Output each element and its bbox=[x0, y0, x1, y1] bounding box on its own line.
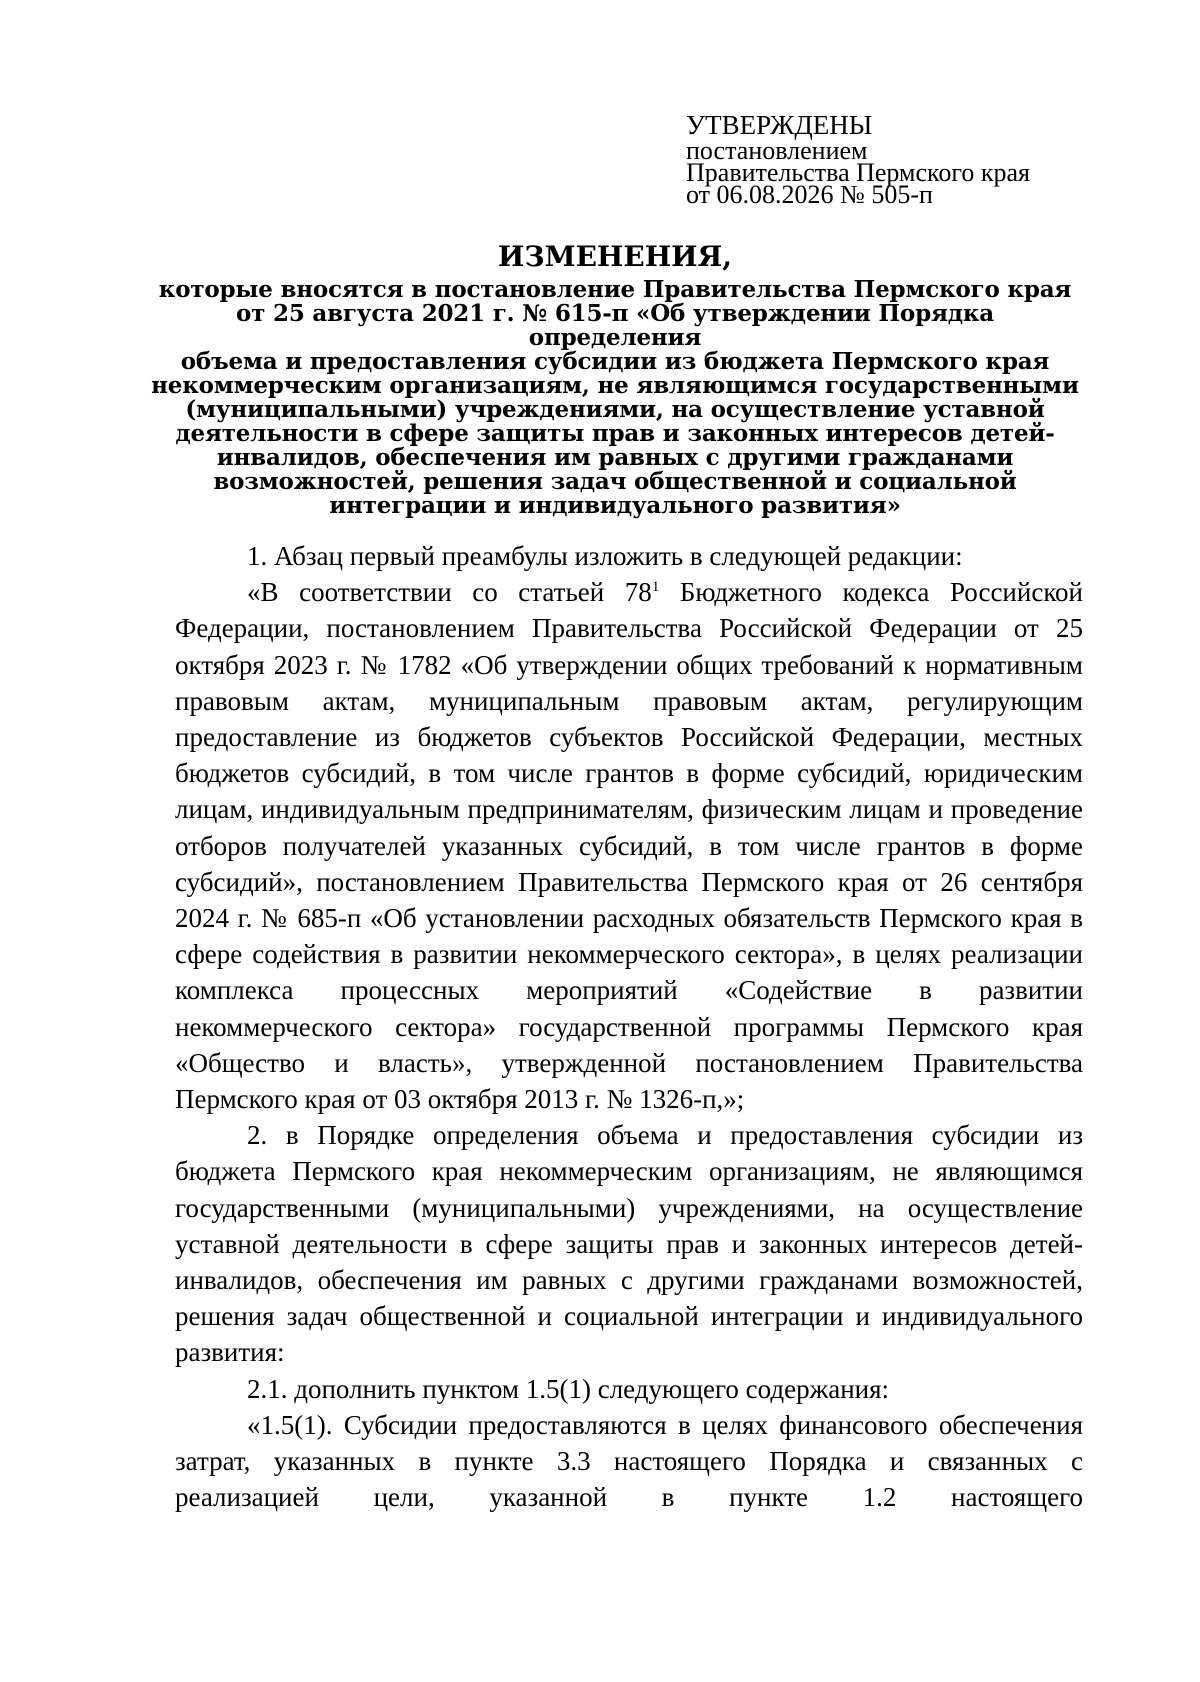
paragraph-4: 2.1. дополнить пунктом 1.5(1) следующего содержания: bbox=[247, 1373, 890, 1404]
paragraph-1: 1. Абзац первый преамбулы изложить в следующей редакции: bbox=[247, 541, 963, 571]
title-line: возможностей, решения задач общественной и социальной bbox=[213, 468, 1017, 495]
paragraph-2-start: «В соответствии со статьей 78 bbox=[247, 577, 652, 608]
paragraph-5: «1.5(1). Субсидии предоставляются в целях финансового обеспечения затрат, указанных в пункте 3.3 настоящего Порядка и связанных с реализацией цели, указанной в пункте 1.2 настоящего bbox=[175, 1409, 1083, 1513]
title-line: которые вносятся в постановление Правительства Пермского края bbox=[158, 276, 1072, 303]
title-subtitle bbox=[150, 278, 1080, 518]
approval-stamp bbox=[686, 110, 1156, 209]
paragraph-3: 2. в Порядке определения объема и предоставления субсидии из бюджета Пермского края некоммерческим организациям, не являющимся государственными (муниципальными) учреждениями, на осуществление уставной деятельности в сфере защиты прав и законных интересов детей-инвалидов, обеспечения им равных с другими гражданами возможностей, решения задач общественной и социальной интеграции и индивидуального развития: bbox=[175, 1120, 1083, 1368]
title-main: ИЗМЕНЕНИЯ, bbox=[497, 240, 733, 273]
title-line: некоммерческим организациям, не являющимся государственными bbox=[151, 372, 1079, 399]
title-line: от 25 августа 2021 г. № 615-п «Об утверждении Порядка определения bbox=[236, 300, 994, 351]
approval-line: от 06.08.2026 № 505-п bbox=[686, 180, 933, 209]
document-body bbox=[175, 538, 1083, 1515]
title-line: (муниципальными) учреждениями, на осуществление уставной bbox=[185, 396, 1045, 423]
title-line: объема и предоставления субсидии из бюджета Пермского края bbox=[180, 348, 1050, 375]
paragraph-2-rest: Бюджетного кодекса Российской Федерации, постановлением Правительства Российской Федерации от 25 октября 2023 г. № 1782 «Об утверждении общих требований к нормативным правовым актам, муниципальным правовым актам, регулирующим предоставление из бюджетов субъектов Российской Федерации, местных бюджетов субсидий, в том числе грантов в форме субсидий, юридическим лицам, индивидуальным предпринимателям, физическим лицам и проведение отборов получателей указанных субсидий, в том числе грантов в форме субсидий», постановлением Правительства Пермского края от 26 сентября 2024 г. № 685-п «Об установлении расходных обязательств Пермского края в сфере содействия в развитии некоммерческого сектора», в целях реализации комплекса процессных мероприятий «Содействие в развитии некоммерческого сектора» государственной программы Пермского края «Общество и власть», утвержденной постановлением Правительства Пермского края от 03 октября 2013 г. № 1326-п,»; bbox=[175, 577, 1084, 1115]
title-line: инвалидов, обеспечения им равных с другими гражданами bbox=[216, 444, 1014, 471]
document-title bbox=[150, 240, 1080, 518]
title-line: интеграции и индивидуального развития» bbox=[329, 492, 901, 519]
paragraph-2 bbox=[175, 574, 1083, 1117]
title-line: деятельности в сфере защиты прав и законных интересов детей- bbox=[175, 420, 1055, 447]
approval-heading: УТВЕРЖДЕНЫ bbox=[686, 110, 873, 140]
superscript: 1 bbox=[651, 579, 660, 596]
approval-line: Правительства Пермского края bbox=[686, 158, 1030, 187]
approval-line: постановлением bbox=[686, 136, 868, 165]
